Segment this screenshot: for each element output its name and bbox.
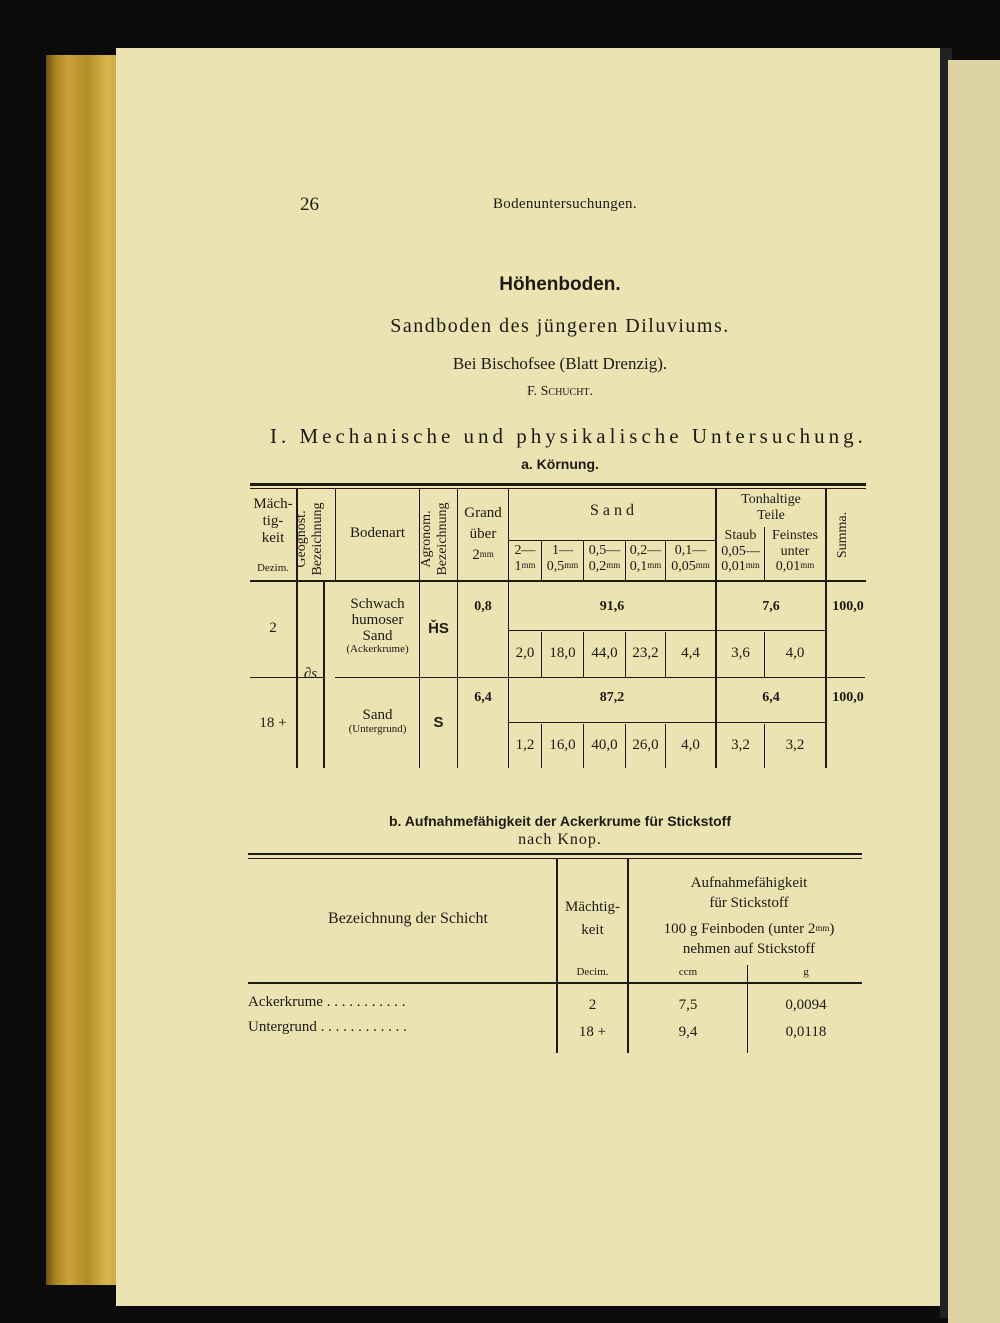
- sand-sub-rule: [508, 540, 715, 541]
- section-heading-b: b. Aufnahmefähigkeit der Ackerkrume für Stickstoff: [388, 813, 732, 829]
- subtitle: Sandboden des jüngeren Diluviums.: [390, 315, 730, 337]
- table-a-row-rule: [335, 677, 865, 678]
- row2-bodenart: Sand (Untergrund): [348, 707, 407, 735]
- col-rule-5: [508, 488, 509, 768]
- row-b1-ccm: 7,5: [678, 997, 698, 1013]
- row-b2-schicht: Untergrund . . . . . . . . . . . .: [248, 1019, 407, 1035]
- row2-depth: 18 +: [259, 715, 287, 731]
- table-a-top-rule: [250, 483, 866, 486]
- row1-bodenart: Schwach humoser Sand (Ackerkrume): [346, 596, 409, 656]
- header-ton-feinstes: Feinstes unter $0,01^{mm}$: [772, 528, 818, 575]
- row2-agronom: S: [433, 714, 444, 731]
- running-title: Bodenuntersuchungen.: [493, 196, 637, 212]
- header-maechtigkeit-unit: Dezim.: [256, 562, 290, 574]
- section-heading-a: a. Körnung.: [521, 456, 599, 472]
- row2-summa: 100,0: [832, 690, 864, 705]
- header-sand-05-02: 0,5— $0,2^{mm}$: [588, 543, 621, 574]
- section-heading-b-sub: nach Knop.: [518, 831, 602, 848]
- header-sand-1-05: 1— $0,5^{mm}$: [546, 543, 579, 574]
- row-b2-depth: 18 +: [578, 1024, 607, 1040]
- header-sand: S a n d: [590, 502, 634, 519]
- header-aufnahme: Aufnahmefähigkeit für Stickstoff: [690, 875, 808, 912]
- col-rule-2b: [323, 582, 325, 768]
- table-b-header-rule: [248, 982, 862, 984]
- sand-row1-rule: [508, 630, 715, 631]
- row1-sand-4: 4,4: [681, 645, 700, 661]
- header-agronom: Agronom. Bezeichnung: [419, 502, 451, 576]
- facing-page-edge: [948, 60, 1000, 1323]
- header-b-unit: Decim.: [576, 966, 609, 978]
- ton-row2-rule: [715, 722, 825, 723]
- row-b1-depth: 2: [588, 997, 597, 1013]
- header-b-maechtigkeit: Mächtig- keit: [565, 899, 620, 939]
- header-sand-02-01: 0,2— $0,1^{mm}$: [629, 543, 662, 574]
- row1-sand-2: 44,0: [591, 645, 618, 661]
- book-page-edges: [46, 55, 122, 1285]
- row2-sand-2: 40,0: [591, 737, 618, 753]
- row2-grand: 6,4: [474, 690, 492, 705]
- header-schicht: Bezeichnung der Schicht: [328, 910, 488, 927]
- header-aufnahme-desc: 100 g Feinboden (unter $2^{mm}$) nehmen auf Stickstoff: [663, 921, 835, 958]
- table-b-col-rule-3: [747, 984, 748, 1053]
- row-b1-g: 0,0094: [785, 997, 827, 1013]
- row1-grand: 0,8: [474, 599, 492, 614]
- row-b2-g: 0,0118: [785, 1024, 827, 1040]
- table-a-top-rule-2: [250, 488, 866, 489]
- row2-sand-1: 16,0: [549, 737, 576, 753]
- page-number: 26: [300, 194, 319, 215]
- sand-row2-rule: [508, 722, 715, 723]
- header-ton: Tonhaltige Teile: [741, 492, 801, 523]
- ton-row1-rule: [715, 630, 825, 631]
- author-line: F. Schucht.: [526, 384, 594, 399]
- row1-ton-0: 3,6: [731, 645, 750, 661]
- row-b1-schicht: Ackerkrume . . . . . . . . . . .: [248, 994, 406, 1010]
- row2-ton-total: 6,4: [762, 690, 780, 705]
- header-sand-01-005: 0,1— $0,05^{mm}$: [671, 543, 710, 574]
- row2-sand-0: 1,2: [515, 737, 535, 753]
- header-grand: Grand über $2^{mm}$: [464, 505, 502, 563]
- row1-agronom: ȞS: [428, 620, 449, 637]
- header-ton-staub: Staub 0,05— $0,01^{mm}$: [721, 528, 760, 575]
- header-unit-g: g: [803, 966, 809, 978]
- row1-summa: 100,0: [832, 599, 864, 614]
- header-unit-ccm: ccm: [678, 966, 698, 978]
- header-geognost: Geognost. Bezeichnung: [294, 502, 326, 576]
- table-b-top-rule: [248, 853, 862, 855]
- row1-sand-0: 2,0: [515, 645, 535, 661]
- row-b2-ccm: 9,4: [678, 1024, 698, 1040]
- row2-sand-total: 87,2: [599, 690, 625, 705]
- col-rule-12: [825, 488, 827, 768]
- row2-sand-4: 4,0: [681, 737, 700, 753]
- section-heading-I: I. Mechanische und physikalische Untersuchung.: [270, 424, 867, 448]
- row1-sand-1: 18,0: [549, 645, 576, 661]
- row1-depth: 2: [269, 620, 277, 636]
- row1-sand-total: 91,6: [599, 599, 625, 614]
- row1-ton-total: 7,6: [762, 599, 780, 614]
- row2-ton-0: 3,2: [731, 737, 750, 753]
- row1-ton-1: 4,0: [785, 645, 805, 661]
- header-bodenart: Bodenart: [350, 525, 405, 541]
- geognost-symbol: ∂s: [303, 666, 318, 682]
- row2-sand-3: 26,0: [632, 737, 659, 753]
- header-maechtigkeit: Mäch- tig- keit: [253, 496, 293, 546]
- header-sand-2-1: 2— $1^{mm}$: [514, 543, 536, 574]
- location-line: Bei Bischofsee (Blatt Drenzig).: [452, 354, 668, 373]
- table-a-header-rule: [250, 580, 866, 582]
- row2-ton-1: 3,2: [785, 737, 805, 753]
- page-title: Höhenboden.: [499, 274, 621, 295]
- table-b-top-rule-2: [248, 858, 862, 859]
- row1-sand-3: 23,2: [632, 645, 659, 661]
- header-summa: Summa.: [835, 511, 850, 559]
